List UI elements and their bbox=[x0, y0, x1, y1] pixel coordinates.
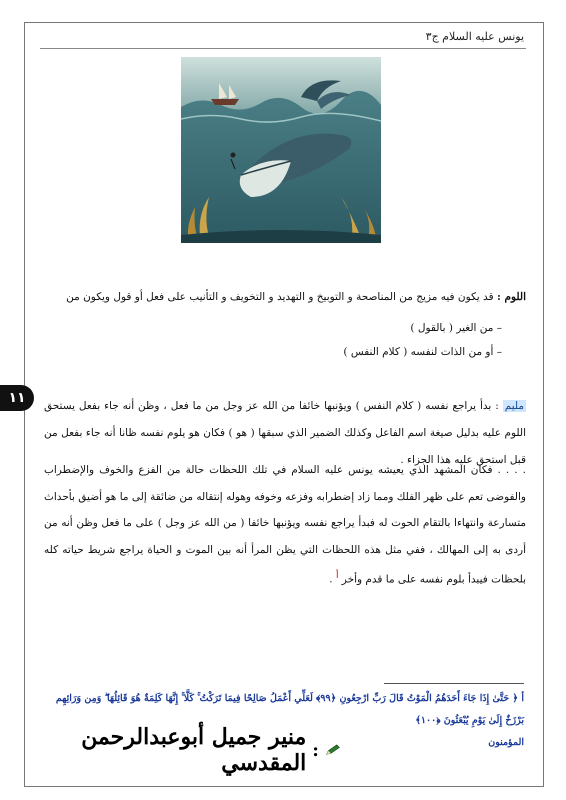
illustration-whale bbox=[181, 57, 381, 243]
signature-text: منير جميل أبوعبدالرحمن المقدسي bbox=[81, 724, 307, 776]
footnote-marker-label: أ bbox=[521, 693, 524, 704]
header-rule bbox=[40, 48, 526, 49]
signature bbox=[40, 724, 340, 776]
footnote-rule bbox=[384, 683, 524, 684]
paragraph-scene bbox=[44, 457, 526, 593]
definition-text: قد يكون فيه مزيج من المناصحة و التوبيخ و التهديد و التخويف و التأنيب على فعل أو قول ويكون من bbox=[66, 291, 497, 303]
signature-colon: : bbox=[312, 739, 319, 761]
term-mulim: مليم bbox=[504, 400, 524, 412]
bullet-list bbox=[343, 322, 502, 370]
term-blame: اللوم : bbox=[496, 291, 526, 303]
scene-text: . . . . فكان المشهد الذي يعيشه يونس عليه السلام في تلك اللحظات حالة من الفزع والخوف والإضطراب والفوضى تعم على ظهر الفلك ومما زاد إضطرابه وفزعه وخوفه وهوله إنتقاله من ضائقة إلى ما هو أضيق بأحداث متسارعة وانتهاءا بالتقام الحوت له فبدأ يراجع نفسه ويؤنبها خائفا ( من الله عز وجل ) على ما فعل وظن أنه من أردى به إلى المهالك ، ففي مثل هذه اللحظات التي يظن المرأ أنه بين الموت و الحياة يراجع شريط حياته كله بلحظات فيبدأ بلوم نفسه على ما قدم وأخر bbox=[44, 464, 526, 586]
scene-end: . bbox=[329, 573, 336, 586]
running-head: يونس عليه السلام ج٣ bbox=[425, 30, 524, 43]
footnote-marker[interactable]: أ bbox=[335, 571, 339, 581]
mulim-text: : بدأ يراجع نفسه ( كلام النفس ) ويؤنبها خائفا من الله عز وجل من ما فعل ، وظن أنه جاء بفعل يستحق اللوم عليه بدليل صيغة اسم الفاعل وكذلك الضمير الذي سبقها ( هو ) فكان هو يلوم نفسه ظانا أنه جاء بفعل من قبل استحق عليه هذا الجزاء . bbox=[44, 400, 526, 466]
footnote-verse: ﴿ حَتَّىٰ إِذَا جَاءَ أَحَدَهُمُ الْمَوْتُ قَالَ رَبِّ ارْجِعُونِ ﴿٩٩﴾ لَعَلِّي أَعْمَلُ صَالِحًا فِيمَا تَرَكْتُ ۚ كَلَّا ۚ إِنَّهَا كَلِمَةٌ هُوَ قَائِلُهَا ۖ وَمِن وَرَائِهِم بَرْزَخٌ إِلَىٰ يَوْمِ يُبْعَثُونَ ﴿١٠٠﴾ bbox=[55, 693, 524, 726]
bullet-item: – أو من الذات لنفسه ( كلام النفس ) bbox=[343, 346, 502, 358]
bullet-item: – من الغير ( بالقول ) bbox=[410, 322, 502, 334]
paragraph-definition bbox=[44, 284, 526, 310]
footnote-source: المؤمنون bbox=[488, 737, 524, 748]
page-number: ١١ bbox=[0, 385, 34, 411]
pencil-icon bbox=[325, 743, 340, 757]
